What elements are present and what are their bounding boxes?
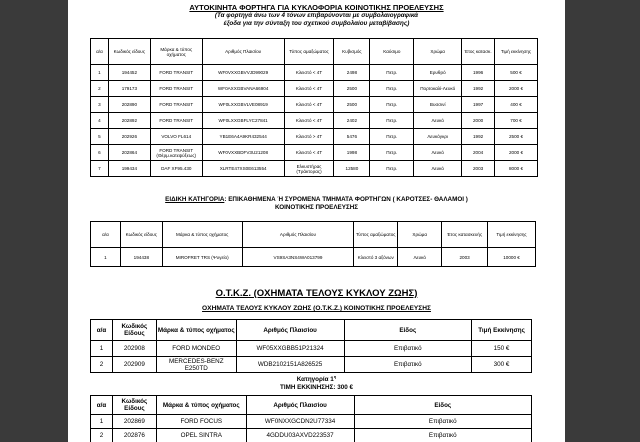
trailers-table-header-cell: Μάρκα & τύπος οχήματος xyxy=(162,222,242,248)
trucks-table-cell: Λευκόγκρι xyxy=(414,129,462,145)
section2-title-line2: ΚΟΙΝΟΤΙΚΗΣ ΠΡΟΕΛΕΥΣΗΣ xyxy=(274,204,359,211)
trucks-table-cell: 700 € xyxy=(495,113,538,129)
trucks-table-cell: 194452 xyxy=(108,65,150,81)
category1-table-cell: Επιβατικό xyxy=(354,415,531,429)
trucks-table-cell: Κλειστό < 4Τ xyxy=(284,97,334,113)
trailers-table-cell: Λευκό xyxy=(398,248,442,267)
end-of-life-table-cell: 202909 xyxy=(112,357,156,373)
trucks-table-header-cell: α/α xyxy=(91,39,109,65)
trucks-table-cell: Πορτοκαλί-Λευκό xyxy=(414,81,462,97)
trucks-table-cell: 179173 xyxy=(108,81,150,97)
trucks-table-cell: WF0VXXGBVVJD99029 xyxy=(202,65,284,81)
trucks-table-cell: 2498 xyxy=(334,65,370,81)
trucks-table-cell: 3 xyxy=(91,97,109,113)
trucks-table-cell: 199434 xyxy=(108,161,150,177)
trucks-table-header-cell: Έτος κατασκ. xyxy=(462,39,495,65)
trucks-table-row xyxy=(91,65,538,81)
trucks-table-cell: Ελκυστήρας (Τράκτορας) xyxy=(284,161,334,177)
trailers-table-header-cell: Χρώμα xyxy=(398,222,442,248)
trucks-table-cell: 6 xyxy=(91,145,109,161)
trailers-table-cell: 2003 xyxy=(442,248,488,267)
section2-title-category: ΕΙΔΙΚΗ ΚΑΤΗΓΟΡΙΑ xyxy=(165,196,225,203)
trucks-table-cell: 7 xyxy=(91,161,109,177)
trucks-table-cell: Πετρ. xyxy=(370,161,414,177)
category1-table-cell: FORD FOCUS xyxy=(156,415,246,429)
end-of-life-table-cell: WDB2102151A826525 xyxy=(236,357,344,373)
trailers-table-row xyxy=(91,248,536,267)
section1-subtitle-line2: έξοδα για την σύνταξη του σχετικού συμβολαίου μεταβίβασης) xyxy=(223,20,410,27)
trucks-table-cell: 12580 xyxy=(334,161,370,177)
trucks-table-cell: Πετρ. xyxy=(370,113,414,129)
section3-title: Ο.Τ.Κ.Ζ. (ΟΧΗΜΑΤΑ ΤΕΛΟΥΣ ΚΥΚΛΟΥ ΖΩΗΣ) xyxy=(215,288,418,299)
trucks-table-cell: 2003 xyxy=(462,161,495,177)
trucks-table-cell: 2000 € xyxy=(495,81,538,97)
category1-table-row xyxy=(91,429,532,442)
trucks-table-header-cell: Τύπος αμαξώματος xyxy=(284,39,334,65)
end-of-life-table-cell: FORD MONDEO xyxy=(156,341,236,357)
trucks-table-header-cell: Κυβισμός xyxy=(334,39,370,65)
end-of-life-table-row xyxy=(91,341,532,357)
category-label: Κατηγορία 1 xyxy=(296,376,334,384)
end-of-life-table-header-cell: Αριθμός Πλαισίου xyxy=(236,320,344,341)
trailers-table-cell: 1 xyxy=(91,248,121,267)
trucks-table-cell: Βυσσινί xyxy=(414,97,462,113)
trucks-table-cell: 2500 xyxy=(334,97,370,113)
trucks-table-cell: 1992 xyxy=(462,81,495,97)
category1-table xyxy=(90,395,532,442)
category1-table-header-cell: Είδος xyxy=(354,396,531,415)
category1-table-cell: 1 xyxy=(91,415,113,429)
trailers-table-header-cell: Κωδικός είδους xyxy=(120,222,162,248)
end-of-life-table-cell: 300 € xyxy=(472,357,532,373)
category1-table-cell: 202876 xyxy=(112,429,156,442)
trucks-table-cell: VOLVO FL614 xyxy=(150,129,202,145)
section1-title: ΑΥΤΟΚΙΝΗΤΑ ΦΟΡΤΗΓΑ ΓΙΑ ΚΥΚΛΟΦΟΡΙΑ ΚΟΙΝΟΤΙΚΗΣ ΠΡΟΕΛΕΥΣΗΣ xyxy=(189,3,444,12)
trucks-table-cell: FORD TRANSIT xyxy=(150,113,202,129)
end-of-life-table-cell: Επιβατικό xyxy=(344,341,472,357)
trucks-table-cell: FORD TRANSIT xyxy=(150,81,202,97)
trucks-table-cell: Ερυθρό xyxy=(414,65,462,81)
section1-subtitle-line1: (Τα φορτηγά άνω των 4 τόνων επιβαρύνονται με συμβολαιογραφικά xyxy=(214,12,419,19)
trucks-table-cell: DAF XF95.430 xyxy=(150,161,202,177)
end-of-life-vehicles-table xyxy=(90,319,532,373)
trucks-table-cell: 2004 xyxy=(462,145,495,161)
end-of-life-table-cell: 202908 xyxy=(112,341,156,357)
trucks-table xyxy=(90,38,538,177)
trailers-table-cell: 10000 € xyxy=(488,248,536,267)
end-of-life-table-header-cell: α/α xyxy=(91,320,113,341)
trucks-table-cell: 2500 € xyxy=(495,129,538,145)
trucks-table-row xyxy=(91,129,538,145)
trucks-table-cell: 1996 xyxy=(462,65,495,81)
category1-table-header-cell: Αριθμός Πλαισίου xyxy=(246,396,354,415)
trucks-table-header-cell: Αριθμός Πλαισίου xyxy=(202,39,284,65)
trucks-table-cell: Κλειστό < 4Τ xyxy=(284,145,334,161)
trucks-table-header-cell: Κωδικός είδους xyxy=(108,39,150,65)
trucks-table-cell: 1992 xyxy=(462,129,495,145)
trucks-table-header xyxy=(91,39,538,65)
trucks-table-cell: Πετρ. xyxy=(370,97,414,113)
trucks-table-cell: Κλειστό < 4Τ xyxy=(284,81,334,97)
trucks-table-cell: 1998 xyxy=(334,145,370,161)
trailers-table-header-cell: Τιμή εκκίνησης xyxy=(488,222,536,248)
end-of-life-table-cell: 1 xyxy=(91,341,113,357)
end-of-life-table-cell: MERCEDES-BENZ E250TD xyxy=(156,357,236,373)
trailers-table-cell: 194438 xyxy=(120,248,162,267)
trucks-table-cell: 202892 xyxy=(108,113,150,129)
trucks-table-header-cell: Μάρκα & τύπος οχήματος xyxy=(150,39,202,65)
document-page xyxy=(68,0,565,442)
trucks-table-cell: 5476 xyxy=(334,129,370,145)
trucks-table-cell: XLRTE47XS0E613554 xyxy=(202,161,284,177)
trucks-table-cell: Λευκό xyxy=(414,161,462,177)
end-of-life-table-header-cell: Είδος xyxy=(344,320,472,341)
trucks-table-cell: 8000 € xyxy=(495,161,538,177)
category1-table-cell: Επιβατικό xyxy=(354,429,531,442)
trailers-table-cell: MIROFRET TRS (Ψυγείο) xyxy=(162,248,242,267)
trucks-table-row xyxy=(91,81,538,97)
section3-subtitle: ΟΧΗΜΑΤΑ ΤΕΛΟΥΣ ΚΥΚΛΟΥ ΖΩΗΣ (Ο.Τ.Κ.Ζ.) ΚΟΙΝΟΤΙΚΗΣ ΠΡΟΕΛΕΥΣΗΣ xyxy=(202,305,431,312)
end-of-life-table-header xyxy=(91,320,532,341)
trucks-table-cell: Λευκό xyxy=(414,145,462,161)
trucks-table-row xyxy=(91,97,538,113)
trucks-table-cell: 5 xyxy=(91,129,109,145)
end-of-life-table-header-cell: Κωδικός Είδους xyxy=(112,320,156,341)
trailers-table-header-cell: Τύπος αμαξώματος xyxy=(354,222,398,248)
trucks-table-row xyxy=(91,161,538,177)
trucks-table-cell: Κλειστό < 4Τ xyxy=(284,65,334,81)
category1-table-row xyxy=(91,415,532,429)
trucks-table-cell: 400 € xyxy=(495,97,538,113)
end-of-life-table-header-cell: Τιμή Εκκίνησης xyxy=(472,320,532,341)
trucks-table-cell: 500 € xyxy=(495,65,538,81)
category1-table-cell: 202869 xyxy=(112,415,156,429)
trucks-table-cell: Πετρ. xyxy=(370,145,414,161)
trailers-table-header-cell: Έτος κατασκευής xyxy=(442,222,488,248)
trucks-table-cell: Κλειστό > 4Τ xyxy=(284,129,334,145)
trucks-table-cell: Πετρ. xyxy=(370,81,414,97)
category-label-sup: η xyxy=(333,374,337,379)
trucks-table-cell: FORD TRANSIT (Θέρμ.κατεψύξεως) xyxy=(150,145,202,161)
trucks-table-cell: Κλειστό < 4Τ xyxy=(284,113,334,129)
category1-table-header-cell: Μάρκα & τύπος οχήματος xyxy=(156,396,246,415)
section2-title-rest: : ΕΠΙΚΑΘΗΜΕΝΑ Ή ΣΥΡΟΜΕΝΑ ΤΜΗΜΑΤΑ ΦΟΡΤΗΓΩΝ ( ΚΑΡΟΤΣΕΣ- ΘΑΛΑΜΟΙ ) xyxy=(224,196,468,203)
end-of-life-table-row xyxy=(91,357,532,373)
category1-table-cell: 2 xyxy=(91,429,113,442)
category1-table-header-cell: Κωδικός Είδους xyxy=(112,396,156,415)
trucks-table-cell: 202926 xyxy=(108,129,150,145)
trucks-table-header-cell: Καύσιμο xyxy=(370,39,414,65)
category-price: ΤΙΜΗ ΕΚΚΙΝΗΣΗΣ: 300 € xyxy=(280,384,353,392)
category1-table-cell: WF0NXXGCDN2U77334 xyxy=(246,415,354,429)
trucks-table-cell: 2500 xyxy=(334,81,370,97)
trucks-table-row xyxy=(91,145,538,161)
trucks-table-header-cell: Τιμή εκκίνησης xyxy=(495,39,538,65)
trailers-table-header xyxy=(91,222,536,248)
end-of-life-table-header-cell: Μάρκα & τύπος οχήματος xyxy=(156,320,236,341)
end-of-life-table-cell: 150 € xyxy=(472,341,532,357)
category1-table-cell: OPEL SINTRA xyxy=(156,429,246,442)
trucks-table-cell: WF0LXXGBVLVE08919 xyxy=(202,97,284,113)
trucks-table-row xyxy=(91,113,538,129)
category1-table-header xyxy=(91,396,532,415)
trucks-table-cell: Πετρ. xyxy=(370,65,414,81)
trailers-table-header-cell: α/α xyxy=(91,222,121,248)
trucks-table-cell: YB1E6A4A9KR432544 xyxy=(202,129,284,145)
end-of-life-table-cell: WF05XXGBB51P21324 xyxy=(236,341,344,357)
trucks-table-cell: WF0AXXGBVANA66904 xyxy=(202,81,284,97)
end-of-life-table-cell: 2 xyxy=(91,357,113,373)
trucks-table-cell: FORD TRANSIT xyxy=(150,97,202,113)
category1-table-cell: 4GDDU03AXVD223537 xyxy=(246,429,354,442)
trucks-table-cell: 2000 xyxy=(462,113,495,129)
category1-table-header-cell: α/α xyxy=(91,396,113,415)
trailers-table-header-cell: Αριθμός Πλαισίου xyxy=(242,222,354,248)
trucks-table-cell: 202864 xyxy=(108,145,150,161)
trucks-table-cell: 202890 xyxy=(108,97,150,113)
category-heading xyxy=(68,373,565,392)
trucks-table-header-cell: Χρώμα xyxy=(414,39,462,65)
section2-title xyxy=(68,196,565,212)
trucks-table-cell: 2402 xyxy=(334,113,370,129)
trailers-table-cell: VS9SA3NS4WA013799 xyxy=(242,248,354,267)
trucks-table-cell: Λευκό xyxy=(414,113,462,129)
trucks-table-cell: FORD TRANSIT xyxy=(150,65,202,81)
trucks-table-cell: WF0VXXBDFV3U21208 xyxy=(202,145,284,161)
trucks-table-cell: Πετρ. xyxy=(370,129,414,145)
trucks-table-cell: 1997 xyxy=(462,97,495,113)
trailers-table xyxy=(90,221,536,267)
end-of-life-table-cell: Επιβατικό xyxy=(344,357,472,373)
trucks-table-cell: 4 xyxy=(91,113,109,129)
trucks-table-cell: 2 xyxy=(91,81,109,97)
trucks-table-cell: 1 xyxy=(91,65,109,81)
trucks-table-cell: 2000 € xyxy=(495,145,538,161)
trucks-table-cell: WF0LXXGBFLYC27841 xyxy=(202,113,284,129)
trailers-table-cell: Κλειστό 3 αξόνων xyxy=(354,248,398,267)
